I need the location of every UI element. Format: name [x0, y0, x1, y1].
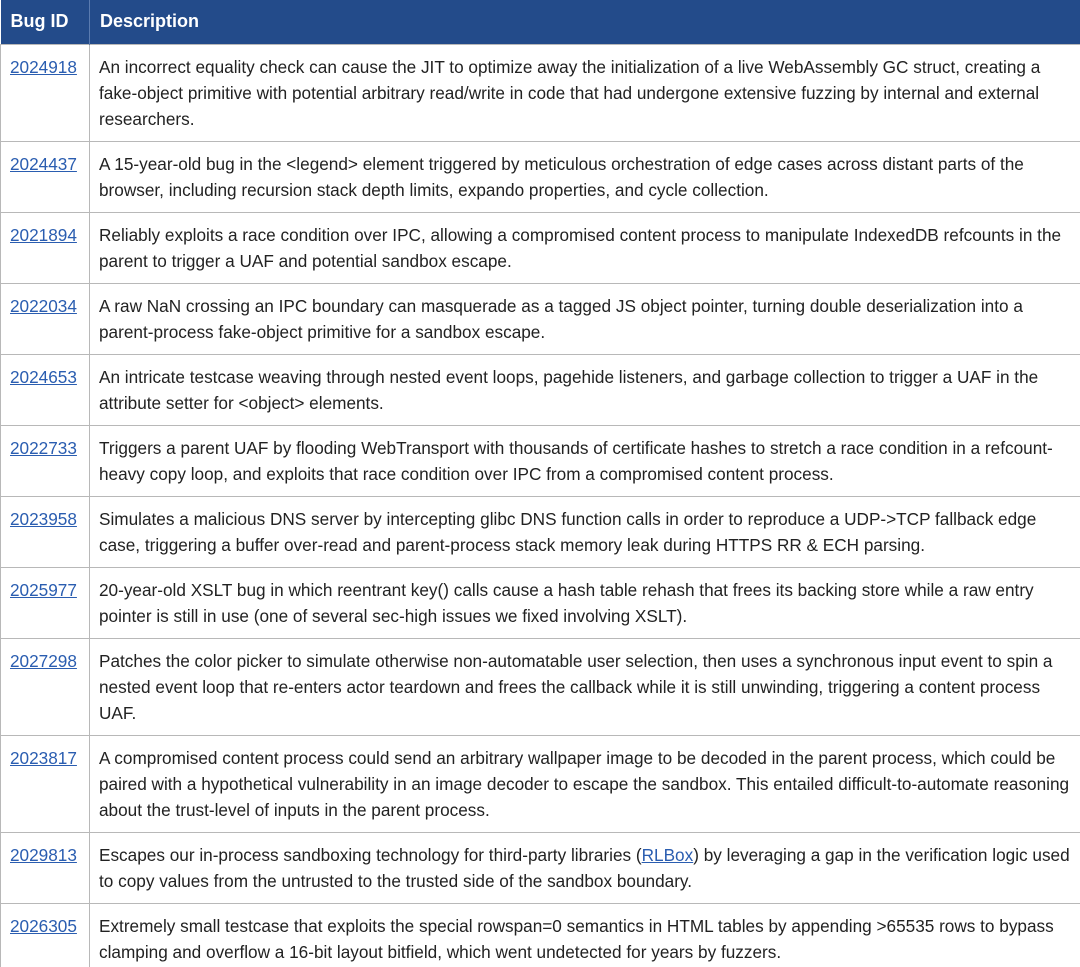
bug-id-cell: [1, 496, 90, 567]
description-cell: An intricate testcase weaving through nested event loops, pagehide listeners, and garbage collection to trigger a UAF in the attribute setter for <object> elements.: [90, 354, 1080, 425]
bug-id-cell: [1, 44, 90, 141]
bug-id-cell: [1, 735, 90, 832]
description-cell: A 15-year-old bug in the <legend> element triggered by meticulous orchestration of edge cases across distant parts of the browser, including recursion stack depth limits, expando properties, and cycle collection.: [90, 141, 1080, 212]
table-row: [1, 903, 1080, 967]
table-row: [1, 638, 1080, 735]
bug-link[interactable]: 2025977: [10, 579, 77, 600]
bug-id-cell: [1, 832, 90, 903]
table-row: [1, 44, 1080, 141]
table-body: [1, 44, 1080, 967]
table-row: [1, 141, 1080, 212]
table-row: [1, 496, 1080, 567]
bug-id-cell: [1, 903, 90, 967]
table-header: [1, 0, 1080, 44]
table-row: [1, 735, 1080, 832]
description-cell: [90, 832, 1080, 903]
bug-link[interactable]: 2022034: [10, 295, 77, 316]
header-description: Description: [90, 0, 1080, 44]
bug-id-cell: [1, 354, 90, 425]
description-cell: Triggers a parent UAF by flooding WebTransport with thousands of certificate hashes to stretch a race condition in a refcount-heavy copy loop, and exploits that race condition over IPC from a compromised content process.: [90, 425, 1080, 496]
bug-link[interactable]: 2027298: [10, 650, 77, 671]
bug-link[interactable]: 2022733: [10, 437, 77, 458]
description-cell: 20-year-old XSLT bug in which reentrant key() calls cause a hash table rehash that frees its backing store while a raw entry pointer is still in use (one of several sec-high issues we fixed involving XSLT).: [90, 567, 1080, 638]
rlbox-link[interactable]: RLBox: [641, 844, 694, 865]
bug-id-cell: [1, 425, 90, 496]
bug-id-cell: [1, 567, 90, 638]
header-bug-id: Bug ID: [1, 0, 90, 44]
bug-id-cell: [1, 141, 90, 212]
bug-link[interactable]: 2026305: [10, 915, 77, 936]
table-row: [1, 425, 1080, 496]
bug-id-cell: [1, 638, 90, 735]
header-row: [1, 0, 1080, 44]
description-cell: A raw NaN crossing an IPC boundary can masquerade as a tagged JS object pointer, turning double deserialization into a parent-process fake-object primitive for a sandbox escape.: [90, 283, 1080, 354]
table-row: [1, 212, 1080, 283]
bug-id-cell: [1, 283, 90, 354]
table-row: [1, 354, 1080, 425]
description-text: Escapes our in-process sandboxing technology for third-party libraries (: [99, 844, 642, 865]
bug-id-cell: [1, 212, 90, 283]
table-row: [1, 832, 1080, 903]
bug-link[interactable]: 2024437: [10, 153, 77, 174]
description-cell: Simulates a malicious DNS server by intercepting glibc DNS function calls in order to reproduce a UDP->TCP fallback edge case, triggering a buffer over-read and parent-process stack memory leak during HTTPS RR & ECH parsing.: [90, 496, 1080, 567]
bug-link[interactable]: 2023958: [10, 508, 77, 529]
table-row: [1, 283, 1080, 354]
bug-link[interactable]: 2024918: [10, 56, 77, 77]
bug-link[interactable]: 2021894: [10, 224, 77, 245]
bug-link[interactable]: 2024653: [10, 366, 77, 387]
description-text: ) by leveraging a gap in the verification logic used to copy values from the untrusted to the trusted side of the sandbox boundary.: [99, 844, 1070, 891]
description-cell: Extremely small testcase that exploits the special rowspan=0 semantics in HTML tables by appending >65535 rows to bypass clamping and overflow a 16-bit layout bitfield, which went undetected for years by fuzzers.: [90, 903, 1080, 967]
description-cell: A compromised content process could send an arbitrary wallpaper image to be decoded in the parent process, which could be paired with a hypothetical vulnerability in an image decoder to escape the sandbox. This entailed difficult-to-automate reasoning about the trust-level of inputs in the parent process.: [90, 735, 1080, 832]
bug-link[interactable]: 2023817: [10, 747, 77, 768]
description-cell: An incorrect equality check can cause the JIT to optimize away the initialization of a live WebAssembly GC struct, creating a fake-object primitive with potential arbitrary read/write in code that had undergone extensive fuzzing by internal and external researchers.: [90, 44, 1080, 141]
description-cell: Patches the color picker to simulate otherwise non-automatable user selection, then uses a synchronous input event to spin a nested event loop that re-enters actor teardown and frees the callback while it is still unwinding, triggering a content process UAF.: [90, 638, 1080, 735]
bug-link[interactable]: 2029813: [10, 844, 77, 865]
table-row: [1, 567, 1080, 638]
description-cell: Reliably exploits a race condition over IPC, allowing a compromised content process to manipulate IndexedDB refcounts in the parent to trigger a UAF and potential sandbox escape.: [90, 212, 1080, 283]
